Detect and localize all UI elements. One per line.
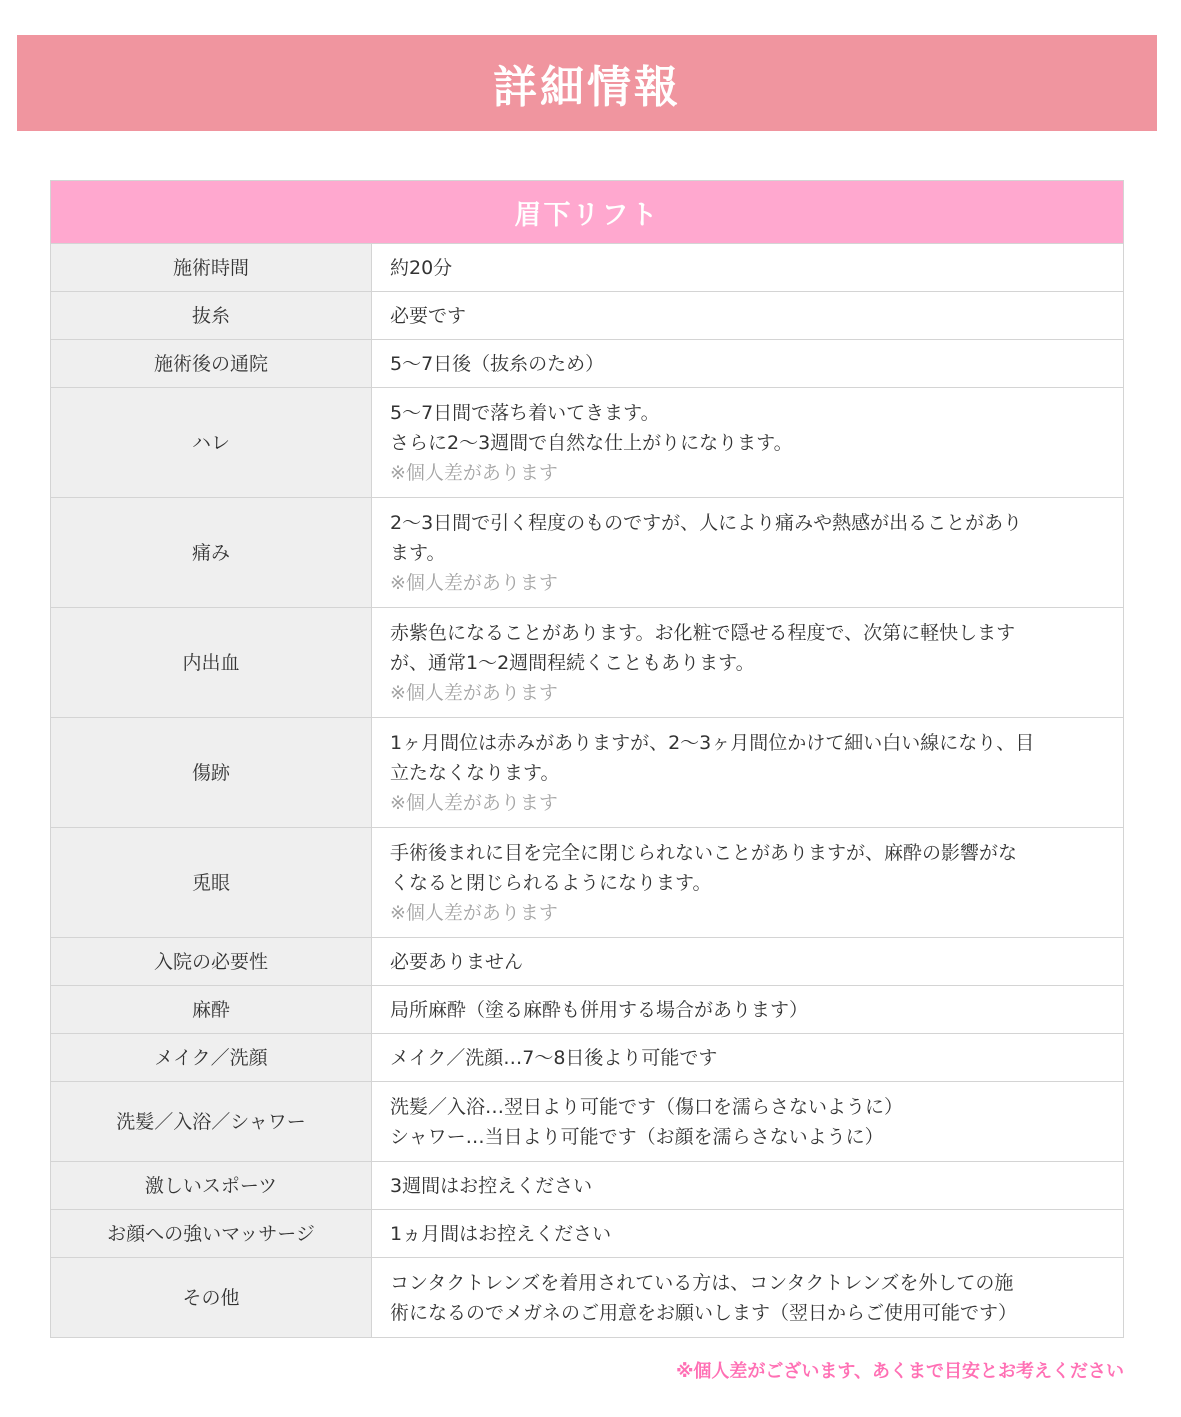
- table-row: [51, 608, 1124, 718]
- value-line: ます。: [390, 541, 446, 564]
- row-label: 傷跡: [51, 718, 372, 828]
- row-value: [372, 388, 1124, 498]
- header-banner: [17, 35, 1157, 131]
- row-value: [372, 292, 1124, 340]
- table-row: [51, 340, 1124, 388]
- value-line: 5〜7日後（抜糸のため）: [390, 352, 605, 375]
- value-line: 立たなくなります。: [390, 761, 560, 784]
- info-table: [50, 243, 1124, 1338]
- value-line: 1ヵ月間はお控えください: [390, 1222, 612, 1245]
- row-label: お顔への強いマッサージ: [51, 1210, 372, 1258]
- row-label: 洗髪／入浴／シャワー: [51, 1082, 372, 1162]
- individual-difference-note: ※個人差があります: [390, 461, 558, 484]
- value-line: さらに2〜3週間で自然な仕上がりになります。: [390, 431, 793, 454]
- value-line: 5〜7日間で落ち着いてきます。: [390, 401, 660, 424]
- row-value: [372, 828, 1124, 938]
- row-value: [372, 244, 1124, 292]
- row-label: 施術時間: [51, 244, 372, 292]
- row-label: 施術後の通院: [51, 340, 372, 388]
- row-value: [372, 1162, 1124, 1210]
- row-label: 麻酔: [51, 986, 372, 1034]
- value-line: 局所麻酔（塗る麻酔も併用する場合があります）: [390, 998, 809, 1021]
- table-row: [51, 388, 1124, 498]
- table-row: [51, 244, 1124, 292]
- disclaimer-note: ※個人差がございます、あくまで目安とお考えください: [675, 1361, 1124, 1382]
- value-line: 洗髪／入浴…翌日より可能です（傷口を濡らさないように）: [390, 1095, 904, 1118]
- row-label: 抜糸: [51, 292, 372, 340]
- table-body: [51, 244, 1124, 1338]
- row-value: [372, 608, 1124, 718]
- value-line: 2〜3日間で引く程度のものですが、人により痛みや熱感が出ることがあり: [390, 511, 1023, 534]
- value-line: 必要です: [390, 304, 467, 327]
- value-line: シャワー…当日より可能です（お顔を濡らさないように）: [390, 1125, 884, 1148]
- row-label: 激しいスポーツ: [51, 1162, 372, 1210]
- row-value: [372, 938, 1124, 986]
- table-row: [51, 718, 1124, 828]
- row-value: [372, 1034, 1124, 1082]
- table-row: [51, 1162, 1124, 1210]
- page-title: 詳細情報: [493, 62, 681, 113]
- row-value: [372, 1210, 1124, 1258]
- table-row: [51, 1034, 1124, 1082]
- individual-difference-note: ※個人差があります: [390, 571, 558, 594]
- row-label: 内出血: [51, 608, 372, 718]
- row-label: その他: [51, 1258, 372, 1338]
- value-line: 赤紫色になることがあります。お化粧で隠せる程度で、次第に軽快します: [390, 621, 1016, 644]
- row-value: [372, 1082, 1124, 1162]
- table-row: [51, 498, 1124, 608]
- table-row: [51, 938, 1124, 986]
- table-title: 眉下リフト: [50, 180, 1124, 243]
- table-row: [51, 828, 1124, 938]
- table-row: [51, 292, 1124, 340]
- value-line: 手術後まれに目を完全に閉じられないことがありますが、麻酔の影響がな: [390, 841, 1018, 864]
- value-line: が、通常1〜2週間程続くこともあります。: [390, 651, 755, 674]
- row-value: [372, 986, 1124, 1034]
- table-row: [51, 986, 1124, 1034]
- row-value: [372, 498, 1124, 608]
- row-value: [372, 340, 1124, 388]
- row-value: [372, 1258, 1124, 1338]
- individual-difference-note: ※個人差があります: [390, 901, 558, 924]
- value-line: メイク／洗顔…7〜8日後より可能です: [390, 1046, 718, 1069]
- row-label: ハレ: [51, 388, 372, 498]
- value-line: くなると閉じられるようになります。: [390, 871, 712, 894]
- value-line: 必要ありません: [390, 950, 524, 973]
- row-label: 痛み: [51, 498, 372, 608]
- row-label: 兎眼: [51, 828, 372, 938]
- individual-difference-note: ※個人差があります: [390, 791, 558, 814]
- value-line: 約20分: [390, 256, 453, 279]
- table-row: [51, 1258, 1124, 1338]
- value-line: 3週間はお控えください: [390, 1174, 593, 1197]
- row-value: [372, 718, 1124, 828]
- table-row: [51, 1082, 1124, 1162]
- individual-difference-note: ※個人差があります: [390, 681, 558, 704]
- detail-table: [50, 180, 1124, 1338]
- value-line: 術になるのでメガネのご用意をお願いします（翌日からご使用可能です）: [390, 1301, 1018, 1324]
- row-label: メイク／洗顔: [51, 1034, 372, 1082]
- value-line: 1ヶ月間位は赤みがありますが、2〜3ヶ月間位かけて細い白い線になり、目: [390, 731, 1035, 754]
- row-label: 入院の必要性: [51, 938, 372, 986]
- table-row: [51, 1210, 1124, 1258]
- value-line: コンタクトレンズを着用されている方は、コンタクトレンズを外しての施: [390, 1271, 1014, 1294]
